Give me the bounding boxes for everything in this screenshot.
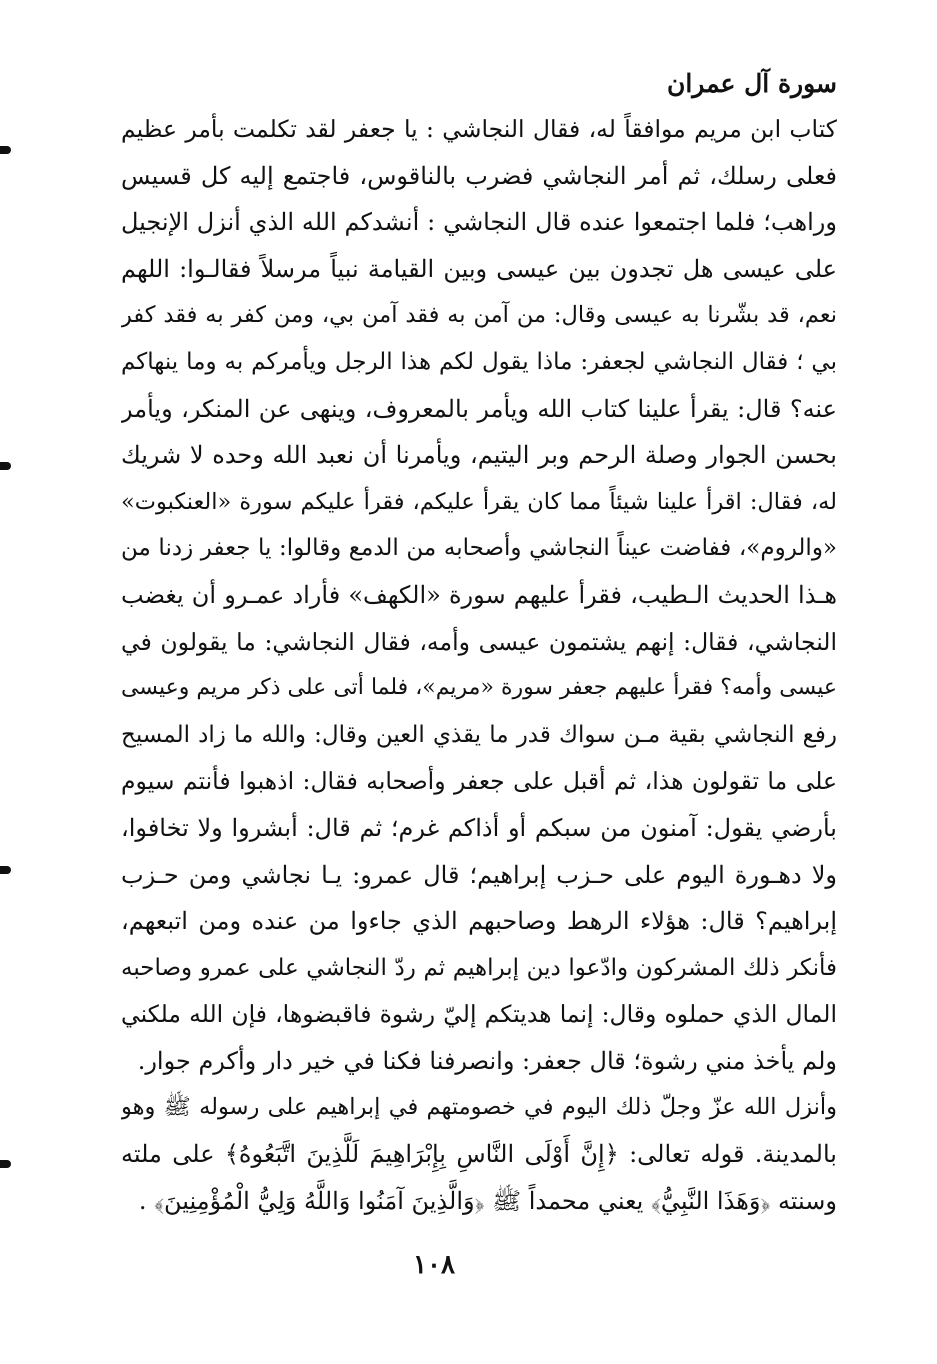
text-line: نعم، قد بشّرنا به عيسى وقال: من آمن به فقد آمن بي، ومن كفر به فقد كفر [121, 302, 837, 329]
text-line: ولا دهـورة اليوم على حـزب إبراهيم؛ قال عمرو: يـا نجاشي ومن حـزب [121, 860, 837, 889]
text-line: بأرضي يقول: آمنون من سبكم أو أذاكم غرم؛ ثم قال: أبشروا ولا تخافوا، [121, 813, 837, 842]
text-line: وسنته ﴿وَهَذَا النَّبِيُّ﴾ يعني محمداً ﷺ ﴿وَالَّذِينَ آمَنُوا وَاللَّهُ وَلِيُّ الْمُؤْمِنِينَ﴾ . [138, 1186, 837, 1215]
text-line: فأنكر ذلك المشركون وادّعوا دين إبراهيم ثم ردّ النجاشي على عمرو وصاحبه [121, 954, 837, 981]
text-line: فعلى رسلك، ثم أمر النجاشي فضرب بالناقوس، فاجتمع إليه كل قسيس [121, 161, 837, 190]
binding-hole-mark [0, 146, 11, 154]
binding-hole-mark [0, 462, 11, 470]
text-line: بحسن الجوار وصلة الرحم وبر اليتيم، ويأمرنا أن نعبد الله وحده لا شريك [121, 441, 837, 470]
text-line: عنه؟ قال: يقرأ علينا كتاب الله ويأمر بالمعروف، وينهى عن المنكر، ويأمر [121, 394, 837, 423]
text-line: على ما تقولون هذا، ثم أقبل على جعفر وأصحابه فقال: اذهبوا فأنتم سيوم [121, 767, 837, 796]
binding-hole-mark [0, 866, 11, 874]
text-line: هـذا الحديث الـطيب، فقرأ عليهم سورة «الكهف» فأراد عمـرو أن يغضب [121, 580, 837, 609]
text-line: كتاب ابن مريم موافقاً له، فقال النجاشي : يا جعفر لقد تكلمت بأمر عظيم [121, 115, 837, 143]
running-head: سورة آل عمران [666, 69, 837, 98]
text-line: عيسى وأمه؟ فقرأ عليهم جعفر سورة «مريم»، فلما أتى على ذكر مريم وعيسى [121, 675, 837, 701]
text-line: بي ؛ فقال النجاشي لجعفر: ماذا يقول لكم هذا الرجل ويأمركم به وما ينهاكم [121, 348, 837, 375]
text-line: له، فقال: اقرأ علينا شيئاً مما كان يقرأ عليكم، فقرأ عليكم سورة «العنكبوت» [121, 488, 837, 515]
text-line: بالمدينة. قوله تعالى: ﴿إِنَّ أَوْلَى النَّاسِ بِإِبْرَاهِيمَ لَلَّذِينَ اتَّبَعُوهُ﴾ على ملته [121, 1140, 837, 1169]
text-line: النجاشي، فقال: إنهم يشتمون عيسى وأمه، فقال النجاشي: ما يقولون في [121, 627, 837, 656]
text-line: وأنزل الله عزّ وجلّ ذلك اليوم في خصومتهم في إبراهيم على رسوله ﷺ وهو [121, 1094, 837, 1121]
page-number: ١٠٨ [413, 1250, 455, 1280]
text-line: المال الذي حملوه وقال: إنما هديتكم إليّ رشوة فاقبضوها، فإن الله ملكني [121, 1000, 837, 1029]
binding-hole-mark [0, 1160, 11, 1168]
body-text [121, 106, 837, 1224]
text-line: إبراهيم؟ قال: هؤلاء الرهط وصاحبهم الذي جاءوا من عنده ومن اتبعهم، [121, 907, 837, 936]
text-line: «والروم»، ففاضت عيناً النجاشي وأصحابه من الدمع وقالوا: يا جعفر زدنا من [121, 535, 837, 562]
text-line: وراهب؛ فلما اجتمعوا عنده قال النجاشي : أنشدكم الله الذي أنزل الإنجيل [121, 208, 837, 237]
text-line: على عيسى هل تجدون بين عيسى وبين القيامة نبياً مرسلاً فقالـوا: اللهم [121, 254, 837, 283]
text-line: ولم يأخذ مني رشوة؛ قال جعفر: وانصرفنا فكنا في خير دار وأكرم جوار. [137, 1046, 837, 1075]
text-line: رفع النجاشي بقية مـن سواك قدر ما يقذي العين وقال: والله ما زاد المسيح [121, 721, 837, 748]
